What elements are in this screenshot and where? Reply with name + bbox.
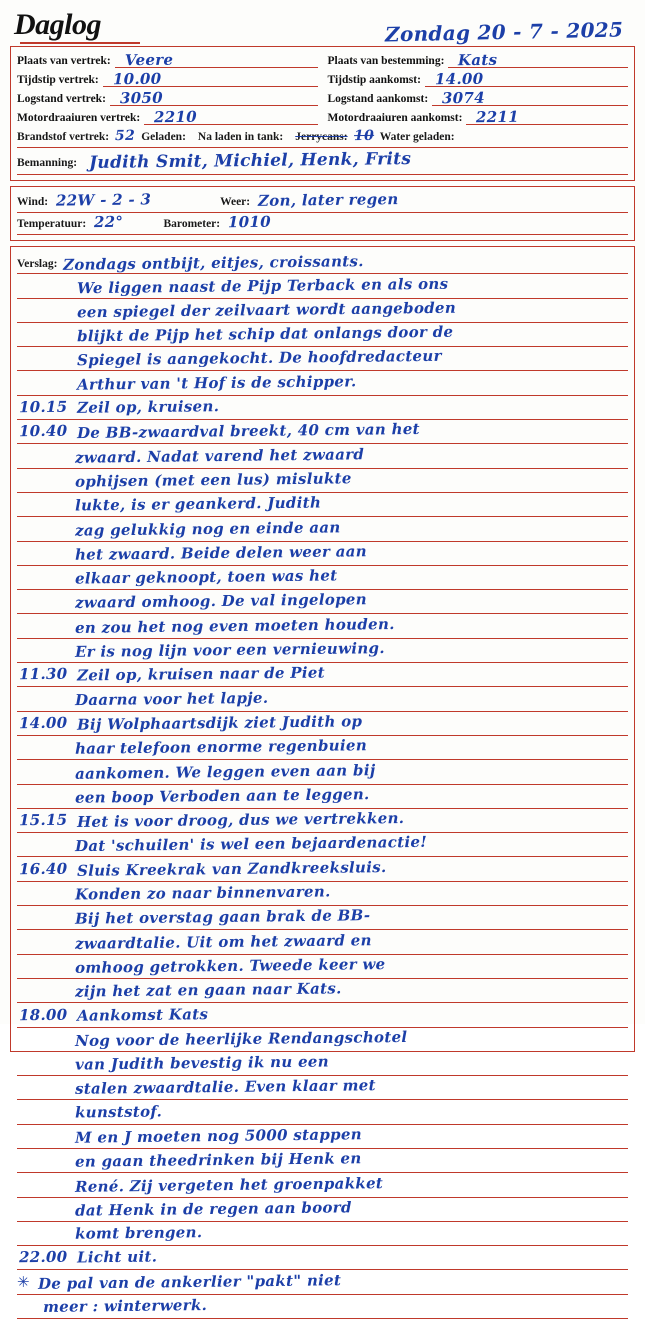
departure-column — [17, 51, 318, 127]
log-text[interactable]: Het is voor droog, dus we vertrekken. — [76, 809, 405, 832]
log-text[interactable]: ophijsen (met een lus) mislukte — [74, 469, 352, 491]
log-text[interactable]: aankomen. We leggen even aan bij — [74, 760, 376, 783]
footnote-text-2[interactable]: meer : winterwerk. — [42, 1296, 208, 1317]
log-line — [17, 1222, 628, 1246]
log-line — [17, 760, 628, 784]
log-line — [17, 274, 628, 298]
log-text[interactable]: kunststof. — [74, 1102, 163, 1122]
log-line — [17, 1100, 628, 1124]
log-text[interactable]: De BB-zwaardval breekt, 40 cm van het — [76, 420, 420, 443]
log-time[interactable]: 22.00 — [18, 1248, 68, 1267]
footnote-text-1[interactable]: De pal van de ankerlier "pakt" niet — [37, 1270, 341, 1293]
log-line — [17, 542, 628, 566]
label-tijdstip-aankomst: Tijdstip aankomst: — [327, 74, 421, 86]
log-line — [17, 663, 628, 687]
log-text[interactable]: Arthur van 't Hof is de schipper. — [76, 372, 357, 394]
log-text[interactable]: Bij Wolphaartsdijk ziet Judith op — [76, 712, 363, 734]
log-line — [17, 590, 628, 614]
log-text[interactable]: Er is nog lijn voor een vernieuwing. — [74, 639, 385, 661]
log-line — [17, 493, 628, 517]
log-text[interactable]: Dat 'schuilen' is wel een bejaardenactie! — [74, 833, 428, 856]
field-tijdstip-aankomst — [328, 70, 629, 89]
log-footnote-line-1 — [17, 1270, 628, 1294]
log-line — [17, 882, 628, 906]
log-text[interactable]: Zeil op, kruisen. — [76, 397, 220, 417]
log-line — [17, 517, 628, 541]
log-text[interactable]: Zeil op, kruisen naar de Piet — [76, 663, 326, 685]
log-text[interactable]: lukte, is er geankerd. Judith — [74, 493, 322, 515]
field-logstand-vertrek — [17, 89, 318, 108]
log-line — [17, 979, 628, 1003]
value-motordraaiuren-aankomst[interactable]: 2211 — [466, 108, 628, 125]
log-text[interactable]: M en J moeten nog 5000 stappen — [74, 1125, 363, 1147]
log-line — [17, 299, 628, 323]
log-line — [17, 1076, 628, 1100]
label-wind: Wind: — [17, 196, 49, 208]
log-line — [17, 687, 628, 711]
log-line — [17, 833, 628, 857]
log-text[interactable]: het zwaard. Beide delen weer aan — [74, 542, 368, 564]
log-line — [17, 639, 628, 663]
log-time[interactable]: 14.00 — [18, 713, 68, 733]
value-bemanning[interactable]: Judith Smit, Michiel, Henk, Frits — [88, 149, 412, 173]
log-line — [17, 396, 628, 420]
value-tijdstip-vertrek[interactable]: 10.00 — [103, 70, 318, 87]
label-geladen: Geladen: — [141, 131, 186, 143]
log-text[interactable]: Daarna voor het lapje. — [74, 688, 269, 709]
log-line — [17, 809, 628, 833]
value-logstand-vertrek[interactable]: 3050 — [110, 89, 318, 106]
log-line — [17, 444, 628, 468]
log-line — [17, 1052, 628, 1076]
label-temperatuur: Temperatuur: — [17, 218, 87, 230]
date-field — [384, 17, 633, 47]
log-text[interactable]: en gaan theedrinken bij Henk en — [74, 1149, 362, 1172]
log-line — [17, 614, 628, 638]
value-jerrycans[interactable]: 10 — [353, 127, 374, 145]
log-text[interactable]: Nog voor de heerlijke Rendangschotel — [74, 1027, 408, 1050]
log-text[interactable]: blijkt de Pijp het schip dat onlangs door de — [76, 322, 454, 346]
log-line — [17, 930, 628, 954]
log-text[interactable]: We liggen naast de Pijp Terback en als ons — [76, 274, 449, 297]
log-line — [17, 712, 628, 736]
value-brandstof-vertrek[interactable]: 52 — [114, 127, 136, 145]
log-time[interactable]: 18.00 — [18, 1005, 68, 1024]
date-value: Zondag 20 - 7 - 2025 — [384, 17, 624, 47]
log-text[interactable]: zwaard omhoog. De val ingelopen — [74, 590, 368, 613]
log-text[interactable]: een spiegel der zeilvaart wordt aangeboden — [76, 298, 457, 322]
value-barometer[interactable]: 1010 — [228, 212, 272, 232]
log-text[interactable]: en zou het nog even moeten houden. — [74, 614, 395, 637]
value-tijdstip-aankomst[interactable]: 14.00 — [425, 70, 628, 87]
log-text[interactable]: Licht uit. — [76, 1247, 158, 1267]
value-wind[interactable]: 22W - 2 - 3 — [55, 190, 152, 210]
log-text[interactable]: haar telefoon enorme regenbuien — [74, 736, 368, 759]
label-barometer: Barometer: — [163, 218, 221, 230]
label-plaats-vertrek: Plaats van vertrek: — [17, 55, 111, 67]
wind-weather-row — [17, 191, 628, 213]
log-line — [17, 1198, 628, 1222]
log-text[interactable]: Aankomst Kats — [76, 1004, 209, 1025]
label-bemanning: Bemanning: — [17, 157, 78, 169]
label-jerrycans: Jerrycans: — [295, 131, 348, 143]
value-plaats-bestemming[interactable]: Kats — [448, 51, 628, 68]
label-motordraaiuren-vertrek: Motordraaiuren vertrek: — [17, 112, 141, 124]
logo-block — [14, 8, 140, 44]
log-line — [17, 566, 628, 590]
label-water-geladen: Water geladen: — [379, 131, 455, 143]
log-line — [17, 906, 628, 930]
log-text[interactable]: Spiegel is aangekocht. De hoofdredacteur — [76, 347, 442, 370]
log-footnote-line-2 — [17, 1295, 628, 1319]
field-plaats-vertrek — [17, 51, 318, 70]
log-text[interactable]: stalen zwaardtalie. Even klaar met — [74, 1076, 376, 1099]
log-text[interactable]: Bij het overstag gaan brak de BB- — [74, 906, 371, 929]
value-plaats-vertrek[interactable]: Veere — [115, 51, 318, 68]
log-line — [17, 857, 628, 881]
label-verslag: Verslag: — [17, 258, 58, 271]
label-motordraaiuren-aankomst: Motordraaiuren aankomst: — [327, 112, 463, 124]
field-plaats-bestemming — [328, 51, 629, 70]
log-lines — [17, 250, 628, 1317]
log-text[interactable]: een boop Verboden aan te leggen. — [74, 785, 370, 807]
log-text[interactable]: René. Zij vergeten het groenpakket — [74, 1173, 384, 1196]
value-logstand-aankomst[interactable]: 3074 — [432, 89, 628, 106]
log-time[interactable]: 10.15 — [18, 397, 68, 417]
log-line — [17, 1125, 628, 1149]
fuel-row — [17, 127, 628, 148]
log-line — [17, 1246, 628, 1270]
log-line — [17, 371, 628, 395]
field-logstand-aankomst — [328, 89, 629, 108]
log-text[interactable]: zag gelukkig nog en einde aan — [74, 517, 341, 540]
log-line — [17, 1173, 628, 1197]
label-weer: Weer: — [220, 196, 251, 208]
log-time[interactable]: 16.40 — [18, 859, 68, 879]
log-line — [17, 420, 628, 444]
value-motordraaiuren-vertrek[interactable]: 2210 — [144, 108, 317, 125]
log-box — [10, 246, 635, 1317]
log-line — [17, 323, 628, 347]
temperature-barometer-row — [17, 213, 628, 235]
crew-row — [17, 150, 628, 175]
log-text[interactable]: zwaard. Nadat varend het zwaard — [74, 444, 365, 467]
log-text[interactable]: dat Henk in de regen aan boord — [74, 1198, 352, 1220]
asterisk-icon: ✳ — [17, 1274, 30, 1291]
label-brandstof-vertrek: Brandstof vertrek: — [17, 131, 110, 143]
log-text[interactable]: zijn het zat en gaan naar Kats. — [74, 979, 342, 1001]
log-text[interactable]: Sluis Kreekrak van Zandkreeksluis. — [76, 857, 387, 880]
logo-title: Daglog — [14, 8, 101, 41]
log-line — [17, 469, 628, 493]
label-na-laden-in-tank: Na laden in tank: — [197, 131, 284, 143]
log-time[interactable]: 10.40 — [18, 422, 68, 441]
log-line-first — [17, 250, 628, 274]
log-text[interactable]: zwaardtalie. Uit om het zwaard en — [74, 930, 372, 953]
logo-underline — [20, 42, 140, 44]
log-line — [17, 1149, 628, 1173]
label-plaats-bestemming: Plaats van bestemming: — [327, 55, 445, 67]
log-text[interactable]: elkaar geknoopt, toen was het — [74, 566, 338, 588]
label-logstand-aankomst: Logstand aankomst: — [327, 93, 429, 105]
log-time[interactable]: 11.30 — [18, 665, 68, 684]
log-line — [17, 1028, 628, 1052]
log-line — [17, 347, 628, 371]
arrival-column — [318, 51, 629, 127]
label-tijdstip-vertrek: Tijdstip vertrek: — [17, 74, 99, 86]
log-line — [17, 955, 628, 979]
departure-arrival-columns — [17, 51, 628, 127]
log-text[interactable]: van Judith bevestig ik nu een — [74, 1052, 330, 1074]
log-text[interactable]: Konden zo naar binnenvaren. — [74, 882, 331, 904]
log-text[interactable]: komt brengen. — [74, 1223, 203, 1243]
weather-box — [10, 186, 635, 241]
field-motordraaiuren-vertrek — [17, 108, 318, 127]
field-tijdstip-vertrek — [17, 70, 318, 89]
log-first-text[interactable]: Zondags ontbijt, eitjes, croissants. — [63, 252, 365, 275]
log-line — [17, 785, 628, 809]
departure-arrival-box — [10, 46, 635, 181]
page-header — [8, 6, 637, 46]
log-line — [17, 736, 628, 760]
label-logstand-vertrek: Logstand vertrek: — [17, 93, 106, 105]
log-text[interactable]: omhoog getrokken. Tweede keer we — [74, 955, 386, 977]
field-motordraaiuren-aankomst — [328, 108, 629, 127]
log-time[interactable]: 15.15 — [18, 810, 68, 830]
value-weer[interactable]: Zon, later regen — [258, 190, 399, 210]
value-temperatuur[interactable]: 22° — [94, 212, 124, 232]
